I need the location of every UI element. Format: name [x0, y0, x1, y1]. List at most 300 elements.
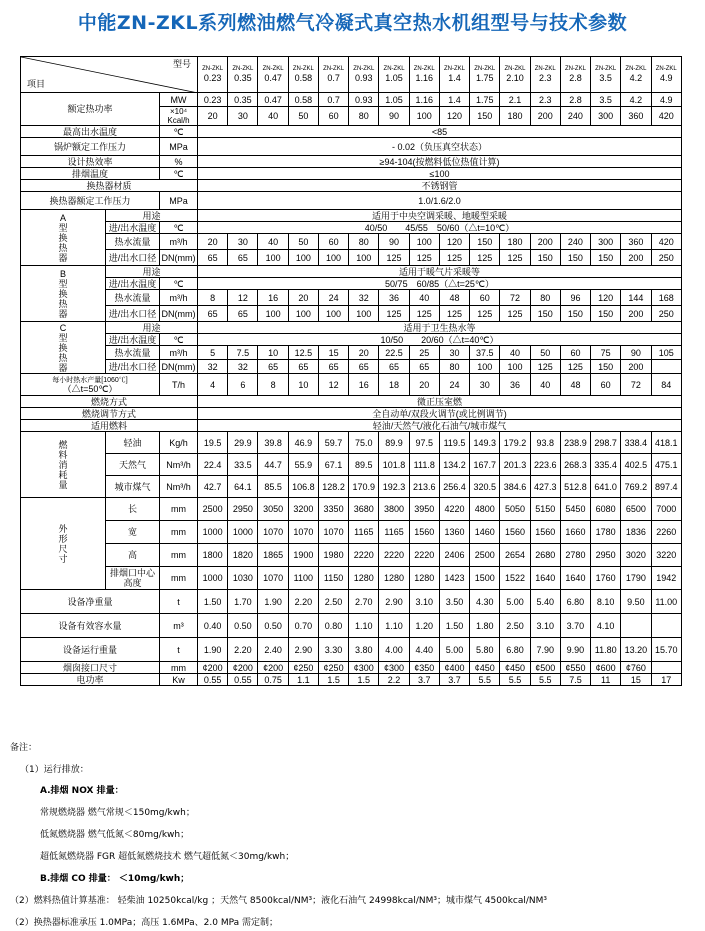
table-row [21, 396, 682, 408]
value-cell: 84 [651, 374, 681, 396]
value-cell: 420 [651, 107, 681, 126]
empty-cell [651, 662, 681, 674]
value-cell: 19.5 [198, 432, 228, 454]
value-cell: 1165 [349, 521, 379, 544]
model-prefix: ZN-ZKL [534, 66, 556, 72]
model-prefix: ZN-ZKL [413, 66, 435, 72]
value-cell: 50 [288, 107, 318, 126]
value-cell: 1980 [318, 544, 348, 567]
model-prefix: ZN-ZKL [232, 66, 254, 72]
value-cell: 20 [288, 290, 318, 306]
value-cell: 1000 [228, 521, 258, 544]
unit-cell: mm [160, 567, 198, 590]
value-cell: 100 [409, 234, 439, 250]
value-cell: 238.9 [560, 432, 590, 454]
unit-cell: ℃ [160, 334, 198, 346]
model-number: 0.58 [294, 73, 313, 83]
value-cell: 100 [470, 360, 500, 374]
consumption-label: 燃料消耗量 [58, 439, 68, 490]
value-cell: 2.40 [258, 638, 288, 662]
value-cell: 85.5 [258, 476, 288, 498]
span-value: <85 [198, 126, 682, 138]
model-number: 3.5 [599, 73, 612, 83]
value-cell: 89.5 [349, 454, 379, 476]
value-cell: 100 [409, 107, 439, 126]
spec-table [20, 56, 682, 686]
model-header [651, 57, 681, 93]
value-cell: 3680 [349, 498, 379, 521]
value-cell: 223.6 [530, 454, 560, 476]
value-cell: 240 [560, 234, 590, 250]
value-cell: 0.7 [318, 93, 348, 107]
row-label: 设备运行重量 [21, 638, 160, 662]
value-cell: 90 [379, 107, 409, 126]
hx-type-text: C型换热器 [58, 322, 68, 373]
row-label: 城市煤气 [106, 476, 160, 498]
value-cell: 335.4 [591, 454, 621, 476]
span-value: 微正压室燃 [198, 396, 682, 408]
table-row [21, 210, 682, 222]
row-label: 燃烧方式 [21, 396, 198, 408]
value-cell: 1165 [379, 521, 409, 544]
note-3: （2）换热器标准承压 1.0MPa；高压 1.6MPa、2.0 MPa 需定制； [10, 918, 279, 928]
value-cell: ¢450 [500, 662, 530, 674]
value-cell: 3350 [318, 498, 348, 521]
note-1a2: 低氮燃烧器 燃气低氮＜80mg/kwh； [40, 830, 190, 840]
value-cell: 100 [349, 250, 379, 266]
value-cell: 1.50 [198, 590, 228, 614]
table-row [21, 521, 682, 544]
page-title: 中能ZN-ZKL系列燃油燃气冷凝式真空热水机组型号与技术参数 [77, 12, 628, 34]
value-cell: 1.4 [439, 93, 469, 107]
model-prefix: ZN-ZKL [504, 66, 526, 72]
span-value: - 0.02（负压真空状态） [198, 138, 682, 156]
row-label [21, 374, 160, 396]
value-cell: 1280 [409, 567, 439, 590]
value-cell: 180 [500, 107, 530, 126]
value-cell: 4.2 [621, 93, 651, 107]
row-label: 烟囱接口尺寸 [21, 662, 160, 674]
table-row [21, 168, 682, 180]
value-cell: 33.5 [228, 454, 258, 476]
value-cell: 150 [560, 250, 590, 266]
value-cell: 4.9 [651, 93, 681, 107]
value-cell: 1100 [288, 567, 318, 590]
unit-cell: t [160, 638, 198, 662]
value-cell: 1.5 [318, 674, 348, 686]
value-cell: 17 [651, 674, 681, 686]
value-cell: 2780 [560, 544, 590, 567]
value-cell: 200 [621, 360, 651, 374]
value-cell: 16 [349, 374, 379, 396]
value-cell: 5.5 [470, 674, 500, 686]
model-number: 1.05 [385, 73, 403, 83]
value-cell: 50 [288, 234, 318, 250]
value-cell: 1.20 [409, 614, 439, 638]
value-cell: 59.7 [318, 432, 348, 454]
value-cell: 7.5 [560, 674, 590, 686]
value-cell: 42.7 [198, 476, 228, 498]
value-cell: 150 [530, 250, 560, 266]
model-number: 0.7 [327, 73, 340, 83]
value-cell: 200 [530, 107, 560, 126]
value-cell: 5050 [500, 498, 530, 521]
hourly-label: 每小时热水产量[1060℃] [52, 376, 128, 384]
table-row [21, 322, 682, 334]
value-cell: 36 [379, 290, 409, 306]
value-cell: ¢760 [621, 662, 651, 674]
value-cell: 149.3 [470, 432, 500, 454]
value-cell: 3.7 [439, 674, 469, 686]
value-cell: 80 [530, 290, 560, 306]
value-cell: 125 [439, 250, 469, 266]
notes-heading: 备注： [10, 743, 38, 753]
unit-cell: DN(mm) [160, 360, 198, 374]
table-row [21, 250, 682, 266]
value-cell: ¢400 [439, 662, 469, 674]
note-1a3: 超低氮燃烧器 FGR 超低氮燃烧技术 燃气超低氮＜30mg/kwh； [40, 852, 295, 862]
unit-cell: Nm³/h [160, 454, 198, 476]
value-cell: 0.75 [258, 674, 288, 686]
table-row [21, 454, 682, 476]
value-cell: 1780 [591, 521, 621, 544]
value-cell: 24 [439, 374, 469, 396]
model-header [318, 57, 348, 93]
value-cell: 125 [560, 360, 590, 374]
table-row [21, 662, 682, 674]
value-cell: 67.1 [318, 454, 348, 476]
value-cell: 150 [591, 250, 621, 266]
value-cell: 65 [198, 306, 228, 322]
value-cell: 1280 [379, 567, 409, 590]
span-value: 50/75 60/85（△t=25℃） [198, 278, 682, 290]
value-cell: 1.90 [198, 638, 228, 662]
value-cell: 15 [318, 346, 348, 360]
unit-cell: DN(mm) [160, 250, 198, 266]
value-cell: 2.2 [379, 674, 409, 686]
model-number: 4.2 [629, 73, 643, 83]
value-cell: 125 [439, 306, 469, 322]
model-header [621, 57, 651, 93]
value-cell: ¢200 [228, 662, 258, 674]
value-cell: 8.10 [591, 590, 621, 614]
unit-cell: mm [160, 544, 198, 567]
value-cell: 1560 [500, 521, 530, 544]
value-cell: 167.7 [470, 454, 500, 476]
note-1b: B.排烟 CO 排量： ＜10mg/kwh； [40, 874, 190, 884]
value-cell: 44.7 [258, 454, 288, 476]
value-cell: 2.70 [349, 590, 379, 614]
value-cell: 120 [439, 107, 469, 126]
table-row [21, 180, 682, 192]
model-prefix: ZN-ZKL [202, 66, 224, 72]
value-cell: 5.00 [439, 638, 469, 662]
value-cell: 2.90 [288, 638, 318, 662]
value-cell: 2950 [591, 544, 621, 567]
value-cell: 360 [621, 107, 651, 126]
value-cell: 6.80 [500, 638, 530, 662]
value-cell: 120 [439, 234, 469, 250]
value-cell: 6 [228, 374, 258, 396]
table-row [21, 156, 682, 168]
value-cell: 1.5 [349, 674, 379, 686]
value-cell: 16 [258, 290, 288, 306]
table-row [21, 346, 682, 360]
value-cell: 5 [198, 346, 228, 360]
span-value: 适用于暖气片采暖等 [198, 266, 682, 278]
row-label: 热水流量 [106, 290, 160, 306]
row-label: 进/出水温度 [106, 334, 160, 346]
value-cell: 4800 [470, 498, 500, 521]
value-cell: 100 [500, 360, 530, 374]
unit-cell: % [160, 156, 198, 168]
model-header [258, 57, 288, 93]
value-cell: 200 [530, 234, 560, 250]
value-cell: 1865 [258, 544, 288, 567]
value-cell: 1360 [439, 521, 469, 544]
value-cell: 1942 [651, 567, 681, 590]
row-label: 电功率 [21, 674, 160, 686]
header-row [21, 57, 682, 93]
value-cell: 36 [500, 374, 530, 396]
value-cell: 125 [379, 306, 409, 322]
value-cell: 20 [349, 346, 379, 360]
value-cell: 201.3 [500, 454, 530, 476]
value-cell: 5.5 [500, 674, 530, 686]
value-cell: 3220 [651, 544, 681, 567]
value-cell: 0.47 [258, 93, 288, 107]
value-cell: 0.35 [228, 93, 258, 107]
value-cell: 60 [560, 346, 590, 360]
value-cell: ¢350 [409, 662, 439, 674]
value-cell: ¢300 [379, 662, 409, 674]
row-label: 轻油 [106, 432, 160, 454]
value-cell: 60 [318, 107, 348, 126]
value-cell: 1640 [560, 567, 590, 590]
value-cell: 2.8 [560, 93, 590, 107]
table-row [21, 638, 682, 662]
value-cell: 100 [318, 306, 348, 322]
value-cell: 144 [621, 290, 651, 306]
value-cell: 168 [651, 290, 681, 306]
value-cell: 32 [228, 360, 258, 374]
value-cell: 5150 [530, 498, 560, 521]
model-header [591, 57, 621, 93]
value-cell: 360 [621, 234, 651, 250]
span-value: 1.0/1.6/2.0 [198, 192, 682, 210]
value-cell: 1460 [470, 521, 500, 544]
row-label: 热水流量 [106, 234, 160, 250]
value-cell: 4.10 [591, 614, 621, 638]
group-label [21, 498, 106, 590]
table-row [21, 614, 682, 638]
value-cell: 90 [621, 346, 651, 360]
value-cell: 3.50 [439, 590, 469, 614]
value-cell: 418.1 [651, 432, 681, 454]
unit-cell: ×10⁴ Kcal/h [160, 107, 198, 126]
table-row [21, 93, 682, 107]
row-label: 用途 [106, 266, 198, 278]
value-cell: 12 [318, 374, 348, 396]
model-header [500, 57, 530, 93]
value-cell: 125 [530, 360, 560, 374]
value-cell: 1070 [258, 567, 288, 590]
value-cell: 3020 [621, 544, 651, 567]
value-cell: 2.3 [530, 93, 560, 107]
value-cell: 65 [349, 360, 379, 374]
value-cell: 40 [500, 346, 530, 360]
value-cell: 1.16 [409, 93, 439, 107]
value-cell: 65 [409, 360, 439, 374]
value-cell: 120 [591, 290, 621, 306]
value-cell: 32 [198, 360, 228, 374]
value-cell: 0.50 [228, 614, 258, 638]
value-cell: 46.9 [288, 432, 318, 454]
value-cell: 25 [409, 346, 439, 360]
value-cell: 22.4 [198, 454, 228, 476]
value-cell: 512.8 [560, 476, 590, 498]
value-cell: 180 [500, 234, 530, 250]
unit-cell: m³/h [160, 346, 198, 360]
value-cell: 2.1 [500, 93, 530, 107]
value-cell: 1836 [621, 521, 651, 544]
header-model-label: 型号 [173, 59, 192, 69]
row-label: 用途 [106, 322, 198, 334]
value-cell: 6.80 [560, 590, 590, 614]
model-header [288, 57, 318, 93]
value-cell: 200 [621, 250, 651, 266]
value-cell: 2.50 [318, 590, 348, 614]
value-cell: 179.2 [500, 432, 530, 454]
value-cell: 1800 [198, 544, 228, 567]
value-cell: 40 [258, 107, 288, 126]
unit-cell: MPa [160, 192, 198, 210]
value-cell: 1030 [228, 567, 258, 590]
value-cell: 12.5 [288, 346, 318, 360]
value-cell: 29.9 [228, 432, 258, 454]
value-cell: 2220 [409, 544, 439, 567]
value-cell: 3950 [409, 498, 439, 521]
value-cell: 48 [439, 290, 469, 306]
value-cell: 128.2 [318, 476, 348, 498]
value-cell: 32 [349, 290, 379, 306]
model-header [409, 57, 439, 93]
value-cell: 97.5 [409, 432, 439, 454]
value-cell: 10 [288, 374, 318, 396]
value-cell: 40 [530, 374, 560, 396]
model-header [560, 57, 590, 93]
value-cell: 60 [318, 234, 348, 250]
row-label: 进/出水温度 [106, 278, 160, 290]
model-header [530, 57, 560, 93]
value-cell: 2260 [651, 521, 681, 544]
value-cell: 1.50 [439, 614, 469, 638]
model-number: 0.35 [234, 73, 252, 83]
value-cell: 106.8 [288, 476, 318, 498]
value-cell: 1500 [470, 567, 500, 590]
value-cell: 125 [470, 306, 500, 322]
note-1a: A.排烟 NOX 排量： [40, 786, 124, 796]
value-cell: 1820 [228, 544, 258, 567]
value-cell: 4.30 [470, 590, 500, 614]
value-cell: 338.4 [621, 432, 651, 454]
value-cell: 0.40 [198, 614, 228, 638]
value-cell: 37.5 [470, 346, 500, 360]
span-value: 全自动单/双段火调节(或比例调节) [198, 408, 682, 420]
row-label: 天然气 [106, 454, 160, 476]
value-cell: 2406 [439, 544, 469, 567]
hx-type-text: A型换热器 [58, 212, 68, 263]
value-cell: 475.1 [651, 454, 681, 476]
unit-cell: DN(mm) [160, 306, 198, 322]
model-number: 1.4 [448, 73, 461, 83]
table-row [21, 674, 682, 686]
table-row [21, 544, 682, 567]
value-cell: 1423 [439, 567, 469, 590]
table-row [21, 192, 682, 210]
value-cell: 40 [409, 290, 439, 306]
value-cell: 100 [318, 250, 348, 266]
unit-cell: ℃ [160, 222, 198, 234]
value-cell: 213.6 [409, 476, 439, 498]
value-cell: 2.20 [228, 638, 258, 662]
model-prefix: ZN-ZKL [444, 66, 465, 72]
value-cell: 2220 [349, 544, 379, 567]
model-prefix: ZN-ZKL [323, 66, 345, 72]
table-row [21, 408, 682, 420]
value-cell: 3.7 [409, 674, 439, 686]
span-value: 10/50 20/60（△t=40℃） [198, 334, 682, 346]
value-cell: 24 [318, 290, 348, 306]
value-cell: 125 [500, 250, 530, 266]
value-cell: 40 [258, 234, 288, 250]
value-cell: 80 [349, 107, 379, 126]
value-cell: 75.0 [349, 432, 379, 454]
value-cell: 39.8 [258, 432, 288, 454]
value-cell: 1.10 [379, 614, 409, 638]
row-label: 用途 [106, 210, 198, 222]
row-label: 高 [106, 544, 160, 567]
diagonal-line [21, 57, 198, 93]
model-number: 4.9 [660, 73, 673, 83]
model-prefix: ZN-ZKL [655, 66, 677, 72]
table-row [21, 476, 682, 498]
dimensions-label: 外形尺寸 [58, 523, 68, 564]
value-cell: 427.3 [530, 476, 560, 498]
value-cell: 13.20 [621, 638, 651, 662]
value-cell: 897.4 [651, 476, 681, 498]
value-cell: 111.8 [409, 454, 439, 476]
unit-cell: T/h [160, 374, 198, 396]
value-cell: 1150 [318, 567, 348, 590]
value-cell: 30 [439, 346, 469, 360]
model-number: 0.47 [264, 73, 282, 83]
table-row [21, 567, 682, 590]
hx-type-text: B型换热器 [58, 268, 68, 319]
value-cell: 12 [228, 290, 258, 306]
value-cell: 200 [621, 306, 651, 322]
value-cell: 4.40 [409, 638, 439, 662]
value-cell: 0.70 [288, 614, 318, 638]
value-cell: 20 [198, 107, 228, 126]
row-label: 进/出水口径 [106, 360, 160, 374]
unit-cell: MPa [160, 138, 198, 156]
model-number: 0.23 [203, 73, 222, 83]
unit-cell: ℃ [160, 126, 198, 138]
value-cell: 1522 [500, 567, 530, 590]
value-cell: 2950 [228, 498, 258, 521]
hx-type-label [21, 210, 106, 266]
